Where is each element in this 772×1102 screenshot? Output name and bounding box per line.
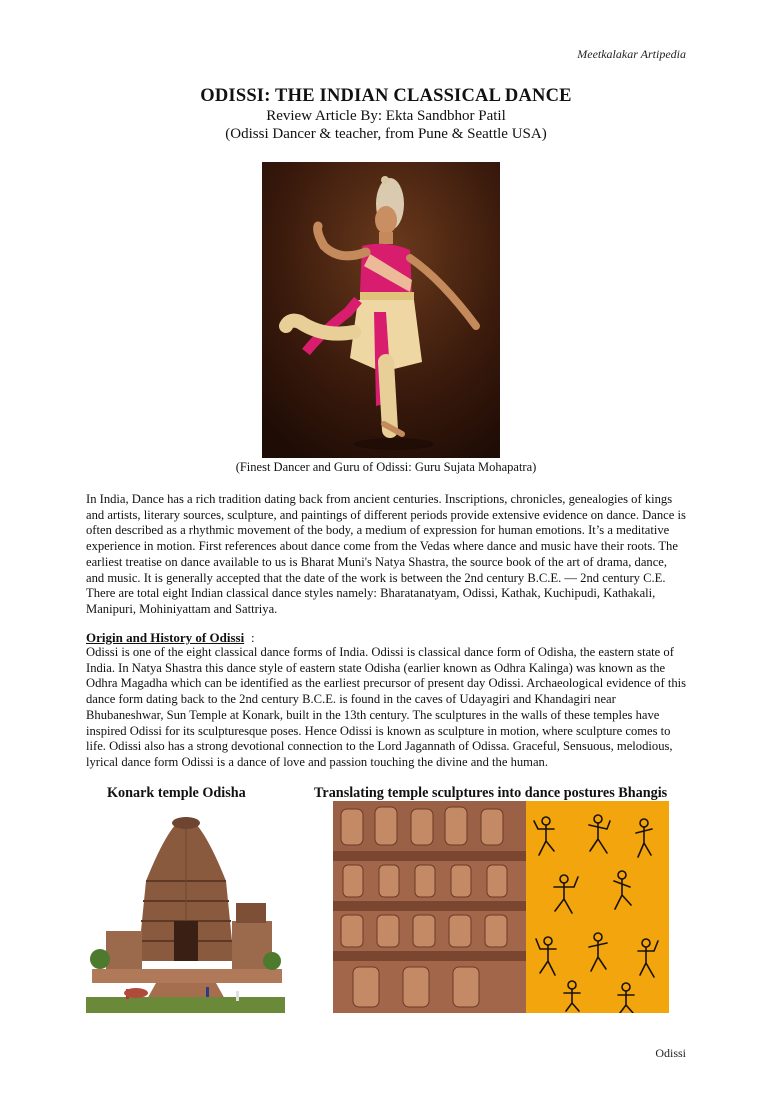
hero-caption: (Finest Dancer and Guru of Odissi: Guru Sujata Mohapatra) xyxy=(235,460,537,474)
temple-reliefs-image xyxy=(333,801,526,1013)
konark-temple-image xyxy=(86,811,285,1013)
konark-label: Konark temple Odisha xyxy=(107,785,246,801)
section-heading-origin: Origin and History of Odissi xyxy=(86,630,245,645)
author-note: (Odissi Dancer & teacher, from Pune & Seattle USA) xyxy=(225,126,547,142)
heading-colon: : xyxy=(251,630,255,645)
origin-paragraph: Odissi is one of the eight classical dance forms of India. Odissi is classical dance form of Odisha, the eastern state of India. In Natya Shastra this dance style of eastern state Odisha (earlier known as Odhra Kalinga) was known as the Odhra Magadha which can be identified as the earliest precursor of present day Odissi. Archaeological evidence of this dance form dating back to the 2nd century B.C.E. is found in the caves of Udayagiri and Khandagiri near Bhubaneshwar, Sun Temple at Konark, built in the 13th century. The sculptures in the walls of these temples have inspired Odissi for its sculpturesque poses. Hence Odissi is known as sculpture in motion, where sculpture comes to life. Odissi also has a strong devotional connection to the Lord Jagannath of Odissa. Graceful, Sensuous, melodious, lyrical dance form Odissi is a dance of love and passion touching the divine and the human. xyxy=(86,645,687,769)
article-title: ODISSI: THE INDIAN CLASSICAL DANCE xyxy=(200,86,572,106)
footer-label: Odissi xyxy=(655,1046,686,1060)
translate-label: Translating temple sculptures into dance postures Bhangis xyxy=(314,785,668,801)
site-name: Meetkalakar Artipedia xyxy=(577,47,686,61)
hero-dancer-image xyxy=(262,162,500,458)
dance-postures-sketch-image xyxy=(526,801,669,1013)
intro-paragraph: In India, Dance has a rich tradition dating back from ancient centuries. Inscriptions, chronicles, genealogies of kings and artists, literary sources, sculpture, and paintings of different periods provide extensive evidence on dance. Dance is often described as a rhythmic movement of the body, a medium of expression for human emotions. It’s a meditative experience in motion. First references about dance come from the Vedas where dance and music have their roots. The earliest treatise on dance available to us is Bharat Muni's Natya Shastra, the source book of the art of drama, dance, and music. It is generally accepted that the date of the work is between the 2nd century B.C.E. — 2nd century C.E. There are total eight Indian classical dance styles namely: Bharatanatyam, Odissi, Kathak, Kuchipudi, Kathakali, Manipuri, Mohiniyattam and Sattriya. xyxy=(86,492,686,616)
byline: Review Article By: Ekta Sandbhor Patil xyxy=(266,108,506,124)
